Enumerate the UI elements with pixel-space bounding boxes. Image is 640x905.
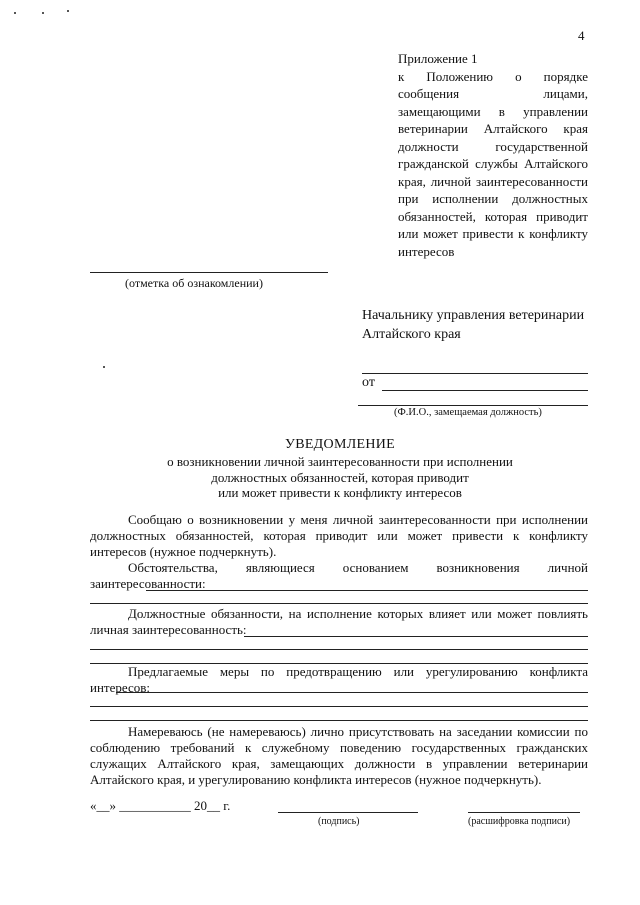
fill-line bbox=[90, 649, 588, 650]
decode-caption: (расшифровка подписи) bbox=[468, 816, 571, 827]
fill-line bbox=[90, 706, 588, 707]
document-subtitle bbox=[0, 454, 640, 501]
scan-speck bbox=[103, 366, 105, 368]
paragraph-statement: Сообщаю о возникновении у меня личной заинтересованности при исполнении должностных обязанностей, которая приводит или может привести к конфликту интересов (нужное подчеркнуть). bbox=[90, 512, 588, 559]
fill-line bbox=[146, 590, 588, 591]
signature-caption: (подпись) bbox=[318, 816, 360, 827]
date-line: «__» ___________ 20__ г. bbox=[90, 798, 231, 813]
paragraph-attendance: Намереваюсь (не намереваюсь) лично присутствовать на заседании комиссии по соблюдению требований к служебному поведению государственных гражданских служащих Алтайского края, замещающих должности в управлении ветеринарии Алтайского края, и урегулированию конфликта интересов (нужное подчеркнуть). bbox=[90, 724, 588, 787]
subtitle-line: о возникновении личной заинтересованности при исполнении bbox=[167, 454, 513, 469]
subtitle-line: должностных обязанностей, которая приводит bbox=[211, 469, 469, 485]
scan-speck bbox=[14, 12, 16, 14]
decode-line bbox=[468, 812, 580, 813]
from-line bbox=[382, 390, 588, 391]
fill-line bbox=[90, 720, 588, 721]
subtitle-line: или может привести к конфликту интересов bbox=[218, 485, 462, 500]
fio-caption: (Ф.И.О., замещаемая должность) bbox=[394, 407, 542, 418]
appendix-block bbox=[398, 50, 588, 260]
addressee-line bbox=[362, 373, 588, 374]
fio-line bbox=[358, 405, 588, 406]
signature-line bbox=[278, 812, 418, 813]
page-number: 4 bbox=[578, 28, 585, 43]
fill-line bbox=[116, 692, 588, 693]
scan-speck bbox=[42, 12, 44, 14]
scan-speck bbox=[67, 10, 69, 12]
appendix-text: к Положению о порядке сообщения лицами, замещающими в управлении ветеринарии Алтайского края должности государственной гражданской службы Алтайского края, личной заинтересованности при исполнении должностных обязанностей, которая приводит или может привести к конфликту интересов bbox=[398, 68, 588, 259]
appendix-title: Приложение 1 bbox=[398, 51, 478, 66]
fill-line bbox=[90, 603, 588, 604]
fill-line bbox=[244, 636, 588, 637]
addressee: Начальнику управления ветеринарии Алтайского края bbox=[362, 308, 585, 342]
from-label: от bbox=[362, 375, 375, 390]
paragraph-circumstances: Обстоятельства, являющиеся основанием возникновения личной заинтересованности: bbox=[90, 560, 588, 591]
paragraph-duties: Должностные обязанности, на исполнение которых влияет или может повлиять личная заинтересованность: bbox=[90, 606, 588, 637]
document-title: УВЕДОМЛЕНИЕ bbox=[284, 437, 396, 452]
paragraph-measures: Предлагаемые меры по предотвращению или урегулированию конфликта интересов: bbox=[90, 664, 588, 695]
ack-line bbox=[90, 272, 328, 273]
ack-caption: (отметка об ознакомлении) bbox=[125, 276, 263, 290]
